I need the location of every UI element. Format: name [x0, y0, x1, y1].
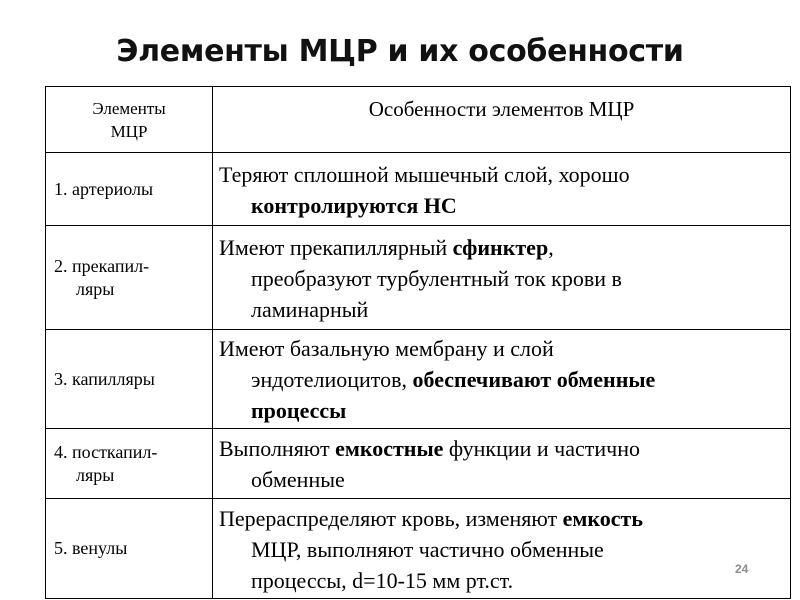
description-cell — [213, 499, 791, 599]
header-features-cell: Особенности элементов МЦР — [213, 87, 791, 153]
description-text: Имеют прекапиллярный — [219, 234, 453, 260]
element-cell — [46, 429, 213, 499]
description-text: эндотелиоцитов, — [251, 367, 413, 392]
description-text: , — [548, 234, 554, 260]
description-bold: обеспечивают обменные — [412, 367, 656, 392]
description-text: функции и частично — [443, 436, 640, 461]
slide-title: Элементы МЦР и их особенности — [116, 34, 684, 69]
description-bold: контролируются НС — [251, 192, 457, 218]
description-cell — [213, 226, 791, 330]
description-text: МЦР, выполняют частично обменные — [251, 536, 604, 562]
table-header-row — [46, 87, 791, 153]
table-row — [46, 153, 791, 226]
element-cell — [46, 499, 213, 599]
element-label: 3. капилляры — [54, 368, 155, 389]
description-text: Имеют базальную мембрану и слой — [219, 336, 554, 361]
description-bold: емкостные — [335, 436, 444, 461]
header-elements-line1: Элементы — [92, 98, 166, 118]
description-text: преобразуют турбулентный ток крови в — [251, 265, 622, 291]
description-bold: емкость — [562, 505, 643, 531]
element-cell — [46, 226, 213, 330]
description-text: Теряют сплошной мышечный слой, хорошо — [219, 161, 630, 187]
description-bold: процессы — [251, 398, 347, 423]
description-line — [219, 364, 782, 395]
element-label: 1. артериолы — [54, 178, 154, 199]
element-label-continued: ляры — [76, 278, 115, 299]
description-cell — [213, 330, 791, 429]
element-label: 5. венулы — [54, 538, 128, 558]
element-label-continued: ляры — [76, 464, 115, 485]
table-row — [46, 330, 791, 429]
header-elements-line2: МЦР — [110, 121, 148, 141]
description-text: Перераспределяют кровь, изменяют — [219, 505, 563, 531]
description-text: процессы, d=10-15 мм рт.ст. — [251, 567, 514, 593]
description-text: обменные — [251, 467, 345, 492]
description-cell — [213, 153, 791, 226]
element-label: 4. посткапил- — [54, 441, 158, 462]
mcr-elements-table — [45, 86, 791, 599]
element-label: 2. прекапил- — [54, 255, 150, 276]
header-elements-cell — [46, 87, 213, 153]
page-number: 24 — [735, 562, 749, 576]
table-row — [46, 429, 791, 499]
description-text: Выполняют — [219, 436, 336, 461]
description-line — [219, 395, 782, 426]
description-cell — [213, 429, 791, 499]
element-cell — [46, 330, 213, 429]
description-bold: сфинктер — [452, 234, 549, 260]
description-text — [219, 190, 782, 221]
description-text: ламинарный — [251, 296, 369, 322]
table-row — [46, 226, 791, 330]
table-row — [46, 499, 791, 599]
element-cell — [46, 153, 213, 226]
